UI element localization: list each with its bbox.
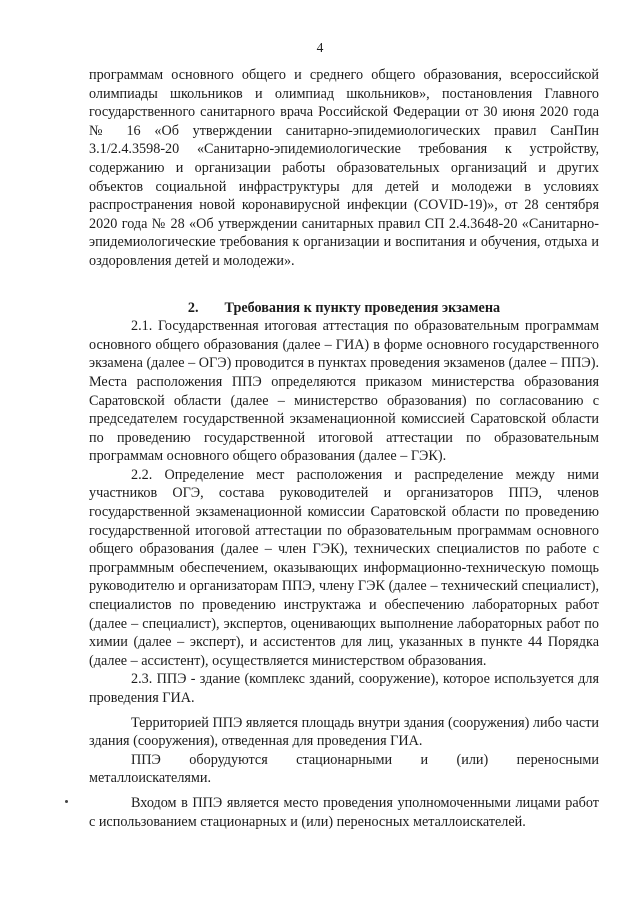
paragraph-2-3: 2.3. ППЭ - здание (комплекс зданий, сооружение), которое используется для проведения ГИА. xyxy=(89,671,599,706)
paragraph-equipped: ППЭ оборудуются стационарными и (или) переносными металлоискателями. xyxy=(89,751,599,787)
page-content xyxy=(89,66,599,831)
paragraph-entrance: Входом в ППЭ является место проведения уполномоченными лицами работ с использованием стационарных и (или) переносных металлоискателей. xyxy=(89,794,599,830)
section-title: Требования к пункту проведения экзамена xyxy=(224,299,501,316)
intro-paragraph: программам основного общего и среднего общего образования, всероссийской олимпиады школьников и олимпиад школьников», постановления Главного государственного санитарного врача Российской Федерации от 30 июня 2020 года № 16 «Об утверждении санитарно-эпидемиологических правил СанПин 3.1/2.4.3598-20 «Санитарно-эпидемиологические требования к устройству, содержанию и организации работы образовательных организаций и других объектов социальной инфраструктуры для детей и молодежи в условиях распространения новой коронавирусной инфекции (COVID-19)», от 28 сентября 2020 года № 28 «Об утверждении санитарных правил СП 2.4.3648-20 «Санитарно-эпидемиологические требования к организации и воспитания и обучения, отдыха и оздоровления детей и молодежи». xyxy=(89,67,599,269)
paragraph-2-2: 2.2. Определение мест расположения и распределение между ними участников ОГЭ, состава руководителей и организаторов ППЭ, членов государственной экзаменационной комиссии Саратовской области по проведению государственной итоговой аттестации по образовательным программам основного общего образования (далее – член ГЭК), технических специалистов по работе с программным обеспечением, оказывающих информационно-техническую помощь руководителю и организаторам ППЭ, члену ГЭК (далее – технический специалист), специалистов по проведению инструктажа и обеспечению лабораторных работ (далее – специалист), экспертов, оценивающих выполнение лабораторных работ по химии (далее – эксперт), и ассистентов для лиц, указанных в пункте 44 Порядка (далее – ассистент), осуществляется министерством образования. xyxy=(89,466,599,669)
section-heading xyxy=(89,299,599,318)
section-number: 2. xyxy=(187,299,199,316)
page-number: 4 xyxy=(316,40,324,55)
paragraph-territory: Территорией ППЭ является площадь внутри здания (сооружения) либо части здания (сооружения), отведенная для проведения ГИА. xyxy=(89,714,599,750)
paragraph-2-1: 2.1. Государственная итоговая аттестация по образовательным программам основного общего образования (далее – ГИА) в форме основного государственного экзамена (далее – ОГЭ) проводится в пунктах проведения экзаменов (далее – ППЭ). Места расположения ППЭ определяются приказом министерства образования Саратовской области (далее – министерство образования) по согласованию с председателем государственной экзаменационной комиссией Саратовской области по проведению государственной итоговой аттестации по образовательным программам основного общего образования (далее – ГЭК). xyxy=(89,318,599,465)
scan-speck xyxy=(65,800,68,803)
